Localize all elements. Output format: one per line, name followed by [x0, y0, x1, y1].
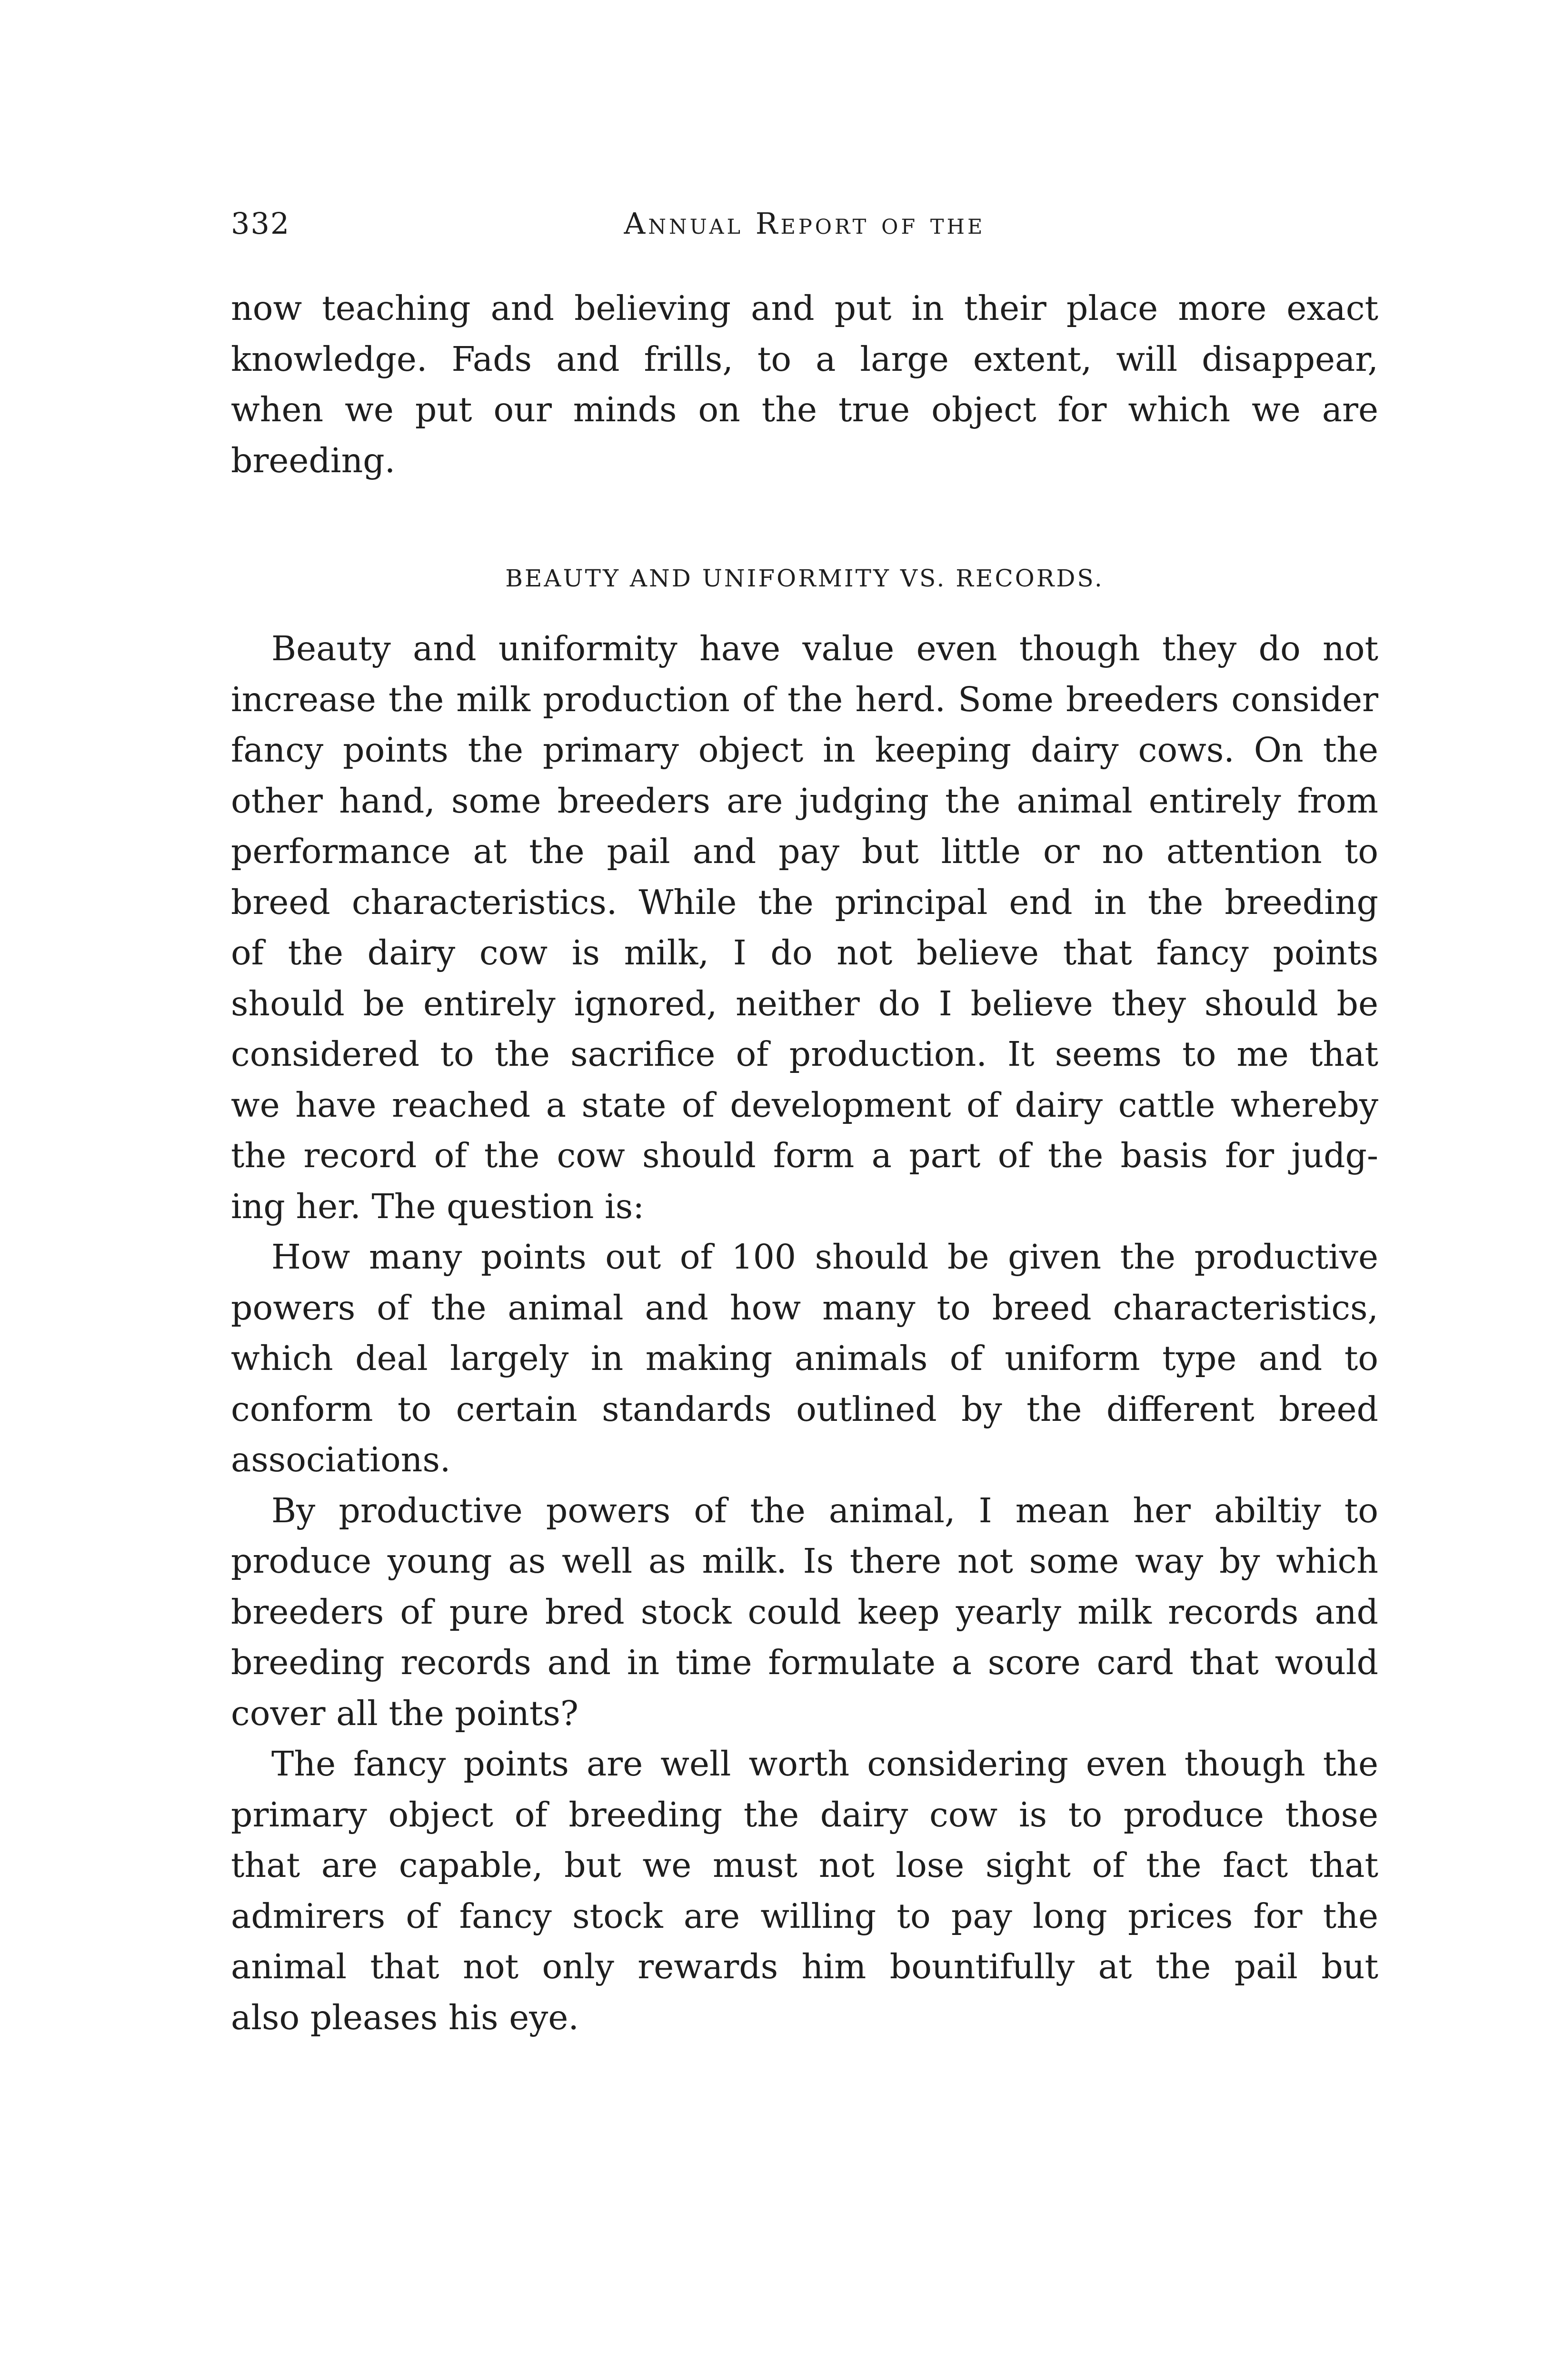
- text-line: conform to certain standards outlined by the different breed: [231, 1389, 1378, 1429]
- text-line: fancy points the primary object in keeping dairy cows. On the: [231, 730, 1378, 770]
- text-line: which deal largely in making animals of uniform type and to: [231, 1339, 1378, 1378]
- text-line: that are capable, but we must not lose sight of the fact that: [231, 1845, 1378, 1885]
- text-line: when we put our minds on the true object for which we are: [231, 390, 1378, 429]
- running-title: Annual Report of the: [624, 206, 986, 241]
- text-line: also pleases his eye.: [231, 1997, 579, 2037]
- text-line: knowledge. Fads and frills, to a large extent, will disappear,: [231, 339, 1378, 379]
- text-line: Beauty and uniformity have value even though they do not: [271, 629, 1378, 668]
- text-line: associations.: [231, 1440, 451, 1479]
- text-line: of the dairy cow is milk, I do not believe that fancy points: [231, 933, 1378, 972]
- text-line: the record of the cow should form a part of the basis for judg-: [231, 1136, 1378, 1175]
- text-line: ing her. The question is:: [231, 1186, 645, 1226]
- text-line: breed characteristics. While the principal end in the breeding: [231, 882, 1378, 922]
- text-line: The fancy points are well worth considering even though the: [271, 1744, 1378, 1784]
- running-head: [231, 198, 1378, 250]
- text-line: How many points out of 100 should be given the productive: [271, 1237, 1378, 1277]
- text-line: breeding records and in time formulate a score card that would: [231, 1643, 1378, 1682]
- text-line: animal that not only rewards him bountifully at the pail but: [231, 1947, 1378, 1986]
- intro-paragraph: [231, 283, 1378, 486]
- text-line: By productive powers of the animal, I mean her abiltiy to: [271, 1490, 1378, 1530]
- text-line: breeders of pure bred stock could keep yearly milk records and: [231, 1592, 1378, 1632]
- text-line: considered to the sacrifice of production. It seems to me that: [231, 1034, 1378, 1074]
- text-line: cover all the points?: [231, 1693, 578, 1733]
- text-line: should be entirely ignored, neither do I believe they should be: [231, 983, 1378, 1023]
- text-line: now teaching and believing and put in their place more exact: [231, 288, 1378, 328]
- text-line: primary object of breeding the dairy cow is to produce those: [231, 1795, 1378, 1835]
- body-text: [231, 624, 1378, 2043]
- text-line: performance at the pail and pay but little or no attention to: [231, 832, 1378, 871]
- text-line: powers of the animal and how many to breed characteristics,: [231, 1288, 1378, 1328]
- text-line: other hand, some breeders are judging the animal entirely from: [231, 781, 1378, 821]
- text-line: we have reached a state of development of dairy cattle whereby: [231, 1085, 1378, 1125]
- text-line: increase the milk production of the herd. Some breeders consider: [231, 679, 1378, 719]
- text-line: admirers of fancy stock are willing to pay long prices for the: [231, 1896, 1378, 1936]
- page-number: 332: [231, 206, 290, 241]
- text-line: produce young as well as milk. Is there not some way by which: [231, 1541, 1378, 1581]
- text-line: breeding.: [231, 440, 396, 480]
- section-heading: BEAUTY AND UNIFORMITY VS. RECORDS.: [505, 565, 1104, 592]
